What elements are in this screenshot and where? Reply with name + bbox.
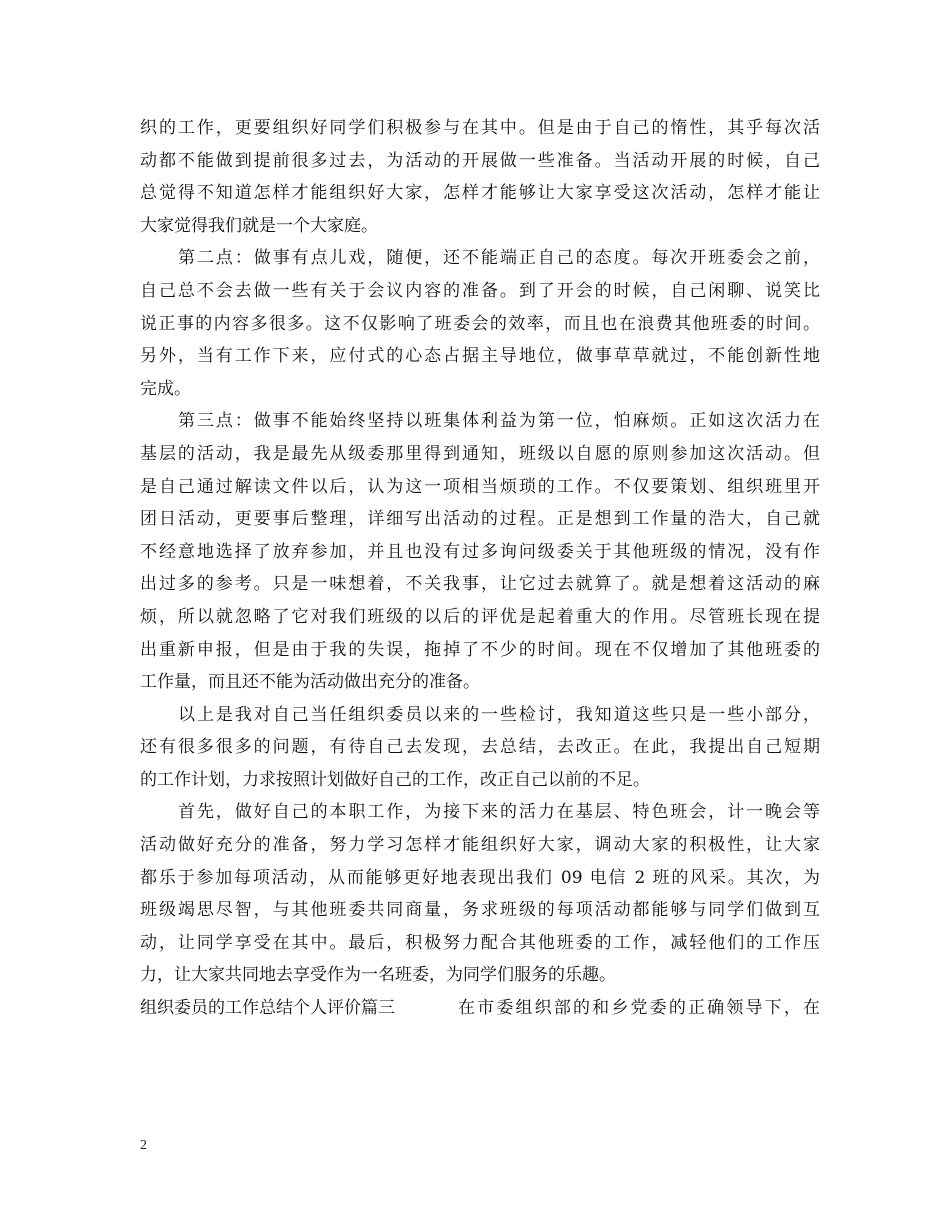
text-line: 烦，所以就忽略了它对我们班级的以后的评优是起着重大的作用。尽管班长现在提 <box>140 606 820 627</box>
text-line: 以上是我对自己当任组织委员以来的一些检讨，我知道这些只是一些小部分， <box>178 704 820 725</box>
text-line: 还有很多很多的问题，有待自己去发现，去总结，去改正。在此，我提出自己短期 <box>140 737 820 758</box>
section-heading-tail: 在市委组织部的和乡党委的正确领导下，在 <box>458 998 820 1019</box>
text-line: 不经意地选择了放弃参加，并且也没有过多询问级委关于其他班级的情况，没有作 <box>140 541 820 562</box>
text-line: 是自己通过解读文件以后，认为这一项相当烦琐的工作。不仅要策划、组织班里开 <box>140 476 820 497</box>
text-line: 织的工作，更要组织好同学们积极参与在其中。但是由于自己的惰性，其乎每次活 <box>140 118 820 138</box>
text-line: 首先，做好自己的本职工作，为接下来的活力在基层、特色班会，计一晚会等 <box>178 802 820 823</box>
page-number: 2 <box>140 1138 147 1153</box>
paragraph-3 <box>140 405 820 698</box>
text-line: 出过多的参考。只是一味想着，不关我事，让它过去就算了。就是想着这活动的麻 <box>140 574 820 595</box>
text-line: 工作量，而且还不能为活动做出充分的准备。 <box>140 672 480 693</box>
paragraph-4 <box>140 699 820 797</box>
text-line: 力，让大家共同地去享受作为一名班委，为同学们服务的乐趣。 <box>140 965 616 986</box>
text-line: 总觉得不知道怎样才能组织好大家，怎样才能够让大家享受这次活动，怎样才能让 <box>140 183 820 204</box>
paragraph-2 <box>140 242 820 405</box>
text-line: 动，让同学享受在其中。最后，积极努力配合其他班委的工作，减轻他们的工作压 <box>140 932 820 953</box>
document-body <box>140 112 820 1025</box>
text-line: 大家觉得我们就是一个大家庭。 <box>140 215 378 236</box>
paragraph-5 <box>140 796 820 992</box>
section-heading-title: 组织委员的工作总结个人评价篇三 <box>140 998 395 1019</box>
section-heading <box>140 992 820 1025</box>
text-line: 第二点：做事有点儿戏，随便，还不能端正自己的态度。每次开班委会之前， <box>178 248 820 269</box>
text-line: 的工作计划，力求按照计划做好自己的工作，改正自己以前的不足。 <box>140 769 650 790</box>
text-line: 团日活动，更要事后整理，详细写出活动的过程。正是想到工作量的浩大，自己就 <box>140 509 820 530</box>
text-line: 另外，当有工作下来，应付式的心态占据主导地位，做事草草就过，不能创新性地 <box>140 346 820 367</box>
text-line: 班级竭思尽智，与其他班委共同商量，务求班级的每项活动都能够与同学们做到互 <box>140 900 820 921</box>
paragraph-1 <box>140 112 820 242</box>
text-line: 完成。 <box>140 378 191 399</box>
text-line: 出重新申报，但是由于我的失误，拖掉了不少的时间。现在不仅增加了其他班委的 <box>140 639 820 660</box>
text-line: 基层的活动，我是最先从级委那里得到通知，班级以自愿的原则参加这次活动。但 <box>140 443 820 464</box>
text-line: 自己总不会去做一些有关于会议内容的准备。到了开会的时候，自己闲聊、说笑比 <box>140 280 820 301</box>
text-line: 都乐于参加每项活动，从而能够更好地表现出我们 09 电信 2 班的风采。其次，为 <box>140 867 820 888</box>
text-line: 第三点：做事不能始终坚持以班集体利益为第一位，怕麻烦。正如这次活力在 <box>178 411 820 432</box>
text-line: 动都不能做到提前很多过去，为活动的开展做一些准备。当活动开展的时候，自己 <box>140 150 820 171</box>
text-line: 说正事的内容多很多。这不仅影响了班委会的效率，而且也在浪费其他班委的时间。 <box>140 313 820 334</box>
text-line: 活动做好充分的准备，努力学习怎样才能组织好大家，调动大家的积极性，让大家 <box>140 835 820 856</box>
